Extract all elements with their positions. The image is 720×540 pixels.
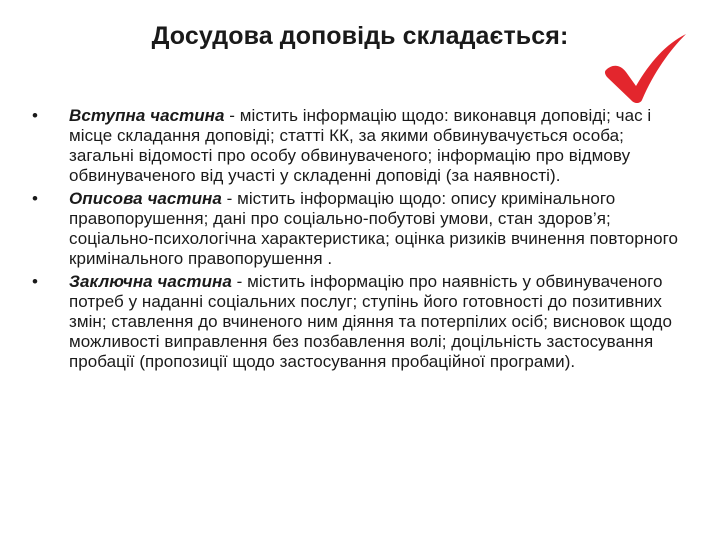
list-item-conclusion: [30, 272, 690, 372]
list-item-descriptive: [30, 189, 690, 269]
list-item-intro: [30, 106, 690, 186]
item-text: - містить інформацію щодо: опису кримінального правопорушення; дані про соціально-побутові умови, стан здоров’я; соціально-психологічна характеристика; оцінка ризиків вчинення повторного кримінального правопорушення .: [69, 189, 679, 268]
content-list: [30, 106, 690, 375]
bullet: •: [32, 106, 39, 125]
item-term: Описова частина: [69, 189, 222, 208]
item-term: Заключна частина: [69, 272, 232, 291]
item-text: - містить інформацію про наявність у обвинуваченого потреб у наданні соціальних послуг; ступінь його готовності до позитивних змін; ставлення до вчиненого ним діяння та потерпілих осіб; висновок щодо можливості виправлення без позбавлення волі; доцільність застосування пробації (пропозиції щодо застосування пробаційної програми).: [69, 272, 672, 371]
check-mark-icon: [600, 30, 690, 105]
item-text: - містить інформацію щодо: виконавця доповіді; час і місце складання доповіді; статті КК, за якими обвинувачується особа; загальні відомості про особу обвинуваченого; інформацію про відмову обвинуваченого від участі у складенні доповіді (за наявності).: [69, 106, 652, 185]
bullet: •: [32, 272, 39, 291]
item-term: Вступна частина: [69, 106, 225, 125]
bullet: •: [32, 189, 39, 208]
slide-title: Досудова доповідь складається:: [151, 22, 569, 50]
